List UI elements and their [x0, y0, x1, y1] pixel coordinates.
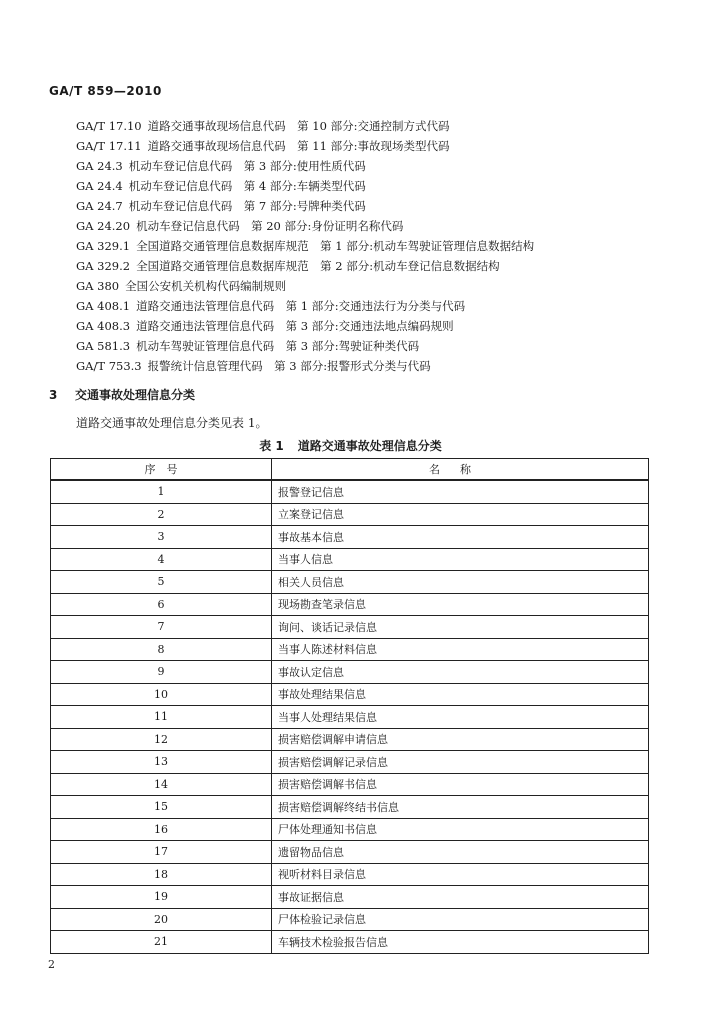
- reference-title: 报警统计信息管理代码 第 3 部分:报警形式分类与代码: [147, 359, 431, 373]
- cell-seq: 1: [51, 480, 272, 503]
- table-row: [51, 683, 649, 706]
- table-row: [51, 706, 649, 729]
- cell-name: 尸体处理通知书信息: [272, 818, 649, 841]
- reference-title: 机动车登记信息代码 第 4 部分:车辆类型代码: [128, 179, 366, 193]
- cell-seq: 11: [51, 706, 272, 729]
- table-row: [51, 773, 649, 796]
- reference-item: [76, 236, 534, 256]
- document-code-header: GA/T 859—2010: [49, 84, 162, 98]
- cell-seq: 9: [51, 661, 272, 684]
- reference-title: 道路交通事故现场信息代码 第 10 部分:交通控制方式代码: [147, 119, 450, 133]
- reference-item: [76, 296, 534, 316]
- table-row: [51, 796, 649, 819]
- cell-seq: 16: [51, 818, 272, 841]
- column-header-name: 名称: [272, 459, 649, 481]
- reference-item: [76, 216, 534, 236]
- cell-seq: 3: [51, 526, 272, 549]
- cell-name: 报警登记信息: [272, 480, 649, 503]
- cell-name: 询问、谈话记录信息: [272, 616, 649, 639]
- reference-title: 机动车登记信息代码 第 3 部分:使用性质代码: [128, 159, 366, 173]
- cell-seq: 7: [51, 616, 272, 639]
- cell-name: 损害赔偿调解终结书信息: [272, 796, 649, 819]
- cell-seq: 18: [51, 863, 272, 886]
- table-caption: [0, 437, 701, 454]
- cell-seq: 10: [51, 683, 272, 706]
- reference-title: 机动车驾驶证管理信息代码 第 3 部分:驾驶证种类代码: [136, 339, 420, 353]
- reference-code: GA/T 17.11: [76, 139, 142, 153]
- reference-code: GA 329.1: [76, 239, 131, 253]
- reference-item: [76, 256, 534, 276]
- cell-name: 事故证据信息: [272, 886, 649, 909]
- cell-seq: 17: [51, 841, 272, 864]
- reference-code: GA/T 753.3: [76, 359, 142, 373]
- reference-title: 道路交通事故现场信息代码 第 11 部分:事故现场类型代码: [147, 139, 450, 153]
- cell-seq: 6: [51, 593, 272, 616]
- reference-item: [76, 316, 534, 336]
- reference-title: 全国道路交通管理信息数据库规范 第 1 部分:机动车驾驶证管理信息数据结构: [136, 239, 535, 253]
- table-row: [51, 548, 649, 571]
- cell-name: 立案登记信息: [272, 503, 649, 526]
- section-number: 3: [49, 388, 58, 402]
- table-row: [51, 908, 649, 931]
- cell-seq: 21: [51, 931, 272, 954]
- table-title: 道路交通事故处理信息分类: [297, 439, 442, 453]
- section-title: 交通事故处理信息分类: [75, 388, 196, 402]
- table-row: [51, 616, 649, 639]
- cell-seq: 12: [51, 728, 272, 751]
- cell-name: 现场勘查笔录信息: [272, 593, 649, 616]
- cell-seq: 14: [51, 773, 272, 796]
- table-row: [51, 503, 649, 526]
- cell-seq: 8: [51, 638, 272, 661]
- reference-code: GA 380: [76, 279, 120, 293]
- reference-code: GA 329.2: [76, 259, 131, 273]
- table-row: [51, 526, 649, 549]
- table-row: [51, 728, 649, 751]
- page-number: 2: [48, 958, 55, 971]
- reference-item: [76, 356, 534, 376]
- reference-title: 全国公安机关机构代码编制规则: [125, 279, 287, 293]
- reference-code: GA 24.4: [76, 179, 123, 193]
- table-row: [51, 886, 649, 909]
- intro-paragraph: 道路交通事故处理信息分类见表 1。: [76, 416, 268, 430]
- cell-seq: 4: [51, 548, 272, 571]
- cell-seq: 19: [51, 886, 272, 909]
- table-row: [51, 751, 649, 774]
- cell-seq: 2: [51, 503, 272, 526]
- cell-seq: 15: [51, 796, 272, 819]
- cell-name: 事故认定信息: [272, 661, 649, 684]
- cell-name: 当事人处理结果信息: [272, 706, 649, 729]
- table-row: [51, 931, 649, 954]
- reference-code: GA 581.3: [76, 339, 131, 353]
- reference-code: GA 408.3: [76, 319, 131, 333]
- reference-title: 机动车登记信息代码 第 7 部分:号牌种类代码: [128, 199, 366, 213]
- cell-name: 遗留物品信息: [272, 841, 649, 864]
- cell-name: 事故基本信息: [272, 526, 649, 549]
- reference-item: [76, 136, 534, 156]
- reference-title: 机动车登记信息代码 第 20 部分:身份证明名称代码: [136, 219, 404, 233]
- reference-code: GA/T 17.10: [76, 119, 142, 133]
- reference-title: 道路交通违法管理信息代码 第 3 部分:交通违法地点编码规则: [136, 319, 454, 333]
- cell-name: 事故处理结果信息: [272, 683, 649, 706]
- table-row: [51, 638, 649, 661]
- normative-references-list: [76, 116, 534, 376]
- cell-name: 相关人员信息: [272, 571, 649, 594]
- table-row: [51, 480, 649, 503]
- table-header-row: [51, 459, 649, 481]
- reference-code: GA 24.20: [76, 219, 131, 233]
- table-row: [51, 818, 649, 841]
- table-row: [51, 593, 649, 616]
- cell-seq: 20: [51, 908, 272, 931]
- table-row: [51, 571, 649, 594]
- reference-item: [76, 196, 534, 216]
- cell-name: 车辆技术检验报告信息: [272, 931, 649, 954]
- cell-seq: 5: [51, 571, 272, 594]
- reference-item: [76, 336, 534, 356]
- table-row: [51, 841, 649, 864]
- reference-item: [76, 176, 534, 196]
- reference-code: GA 408.1: [76, 299, 131, 313]
- cell-seq: 13: [51, 751, 272, 774]
- table-row: [51, 863, 649, 886]
- table-number: 表 1: [259, 439, 284, 453]
- cell-name: 损害赔偿调解申请信息: [272, 728, 649, 751]
- classification-table: [50, 458, 649, 954]
- reference-code: GA 24.3: [76, 159, 123, 173]
- cell-name: 尸体检验记录信息: [272, 908, 649, 931]
- cell-name: 损害赔偿调解书信息: [272, 773, 649, 796]
- cell-name: 当事人陈述材料信息: [272, 638, 649, 661]
- section-heading: [49, 386, 195, 403]
- column-header-seq: 序 号: [51, 459, 272, 481]
- cell-name: 当事人信息: [272, 548, 649, 571]
- reference-title: 全国道路交通管理信息数据库规范 第 2 部分:机动车登记信息数据结构: [136, 259, 500, 273]
- reference-title: 道路交通违法管理信息代码 第 1 部分:交通违法行为分类与代码: [136, 299, 466, 313]
- cell-name: 视听材料目录信息: [272, 863, 649, 886]
- table-row: [51, 661, 649, 684]
- reference-item: [76, 156, 534, 176]
- cell-name: 损害赔偿调解记录信息: [272, 751, 649, 774]
- reference-item: [76, 116, 534, 136]
- reference-code: GA 24.7: [76, 199, 123, 213]
- reference-item: [76, 276, 534, 296]
